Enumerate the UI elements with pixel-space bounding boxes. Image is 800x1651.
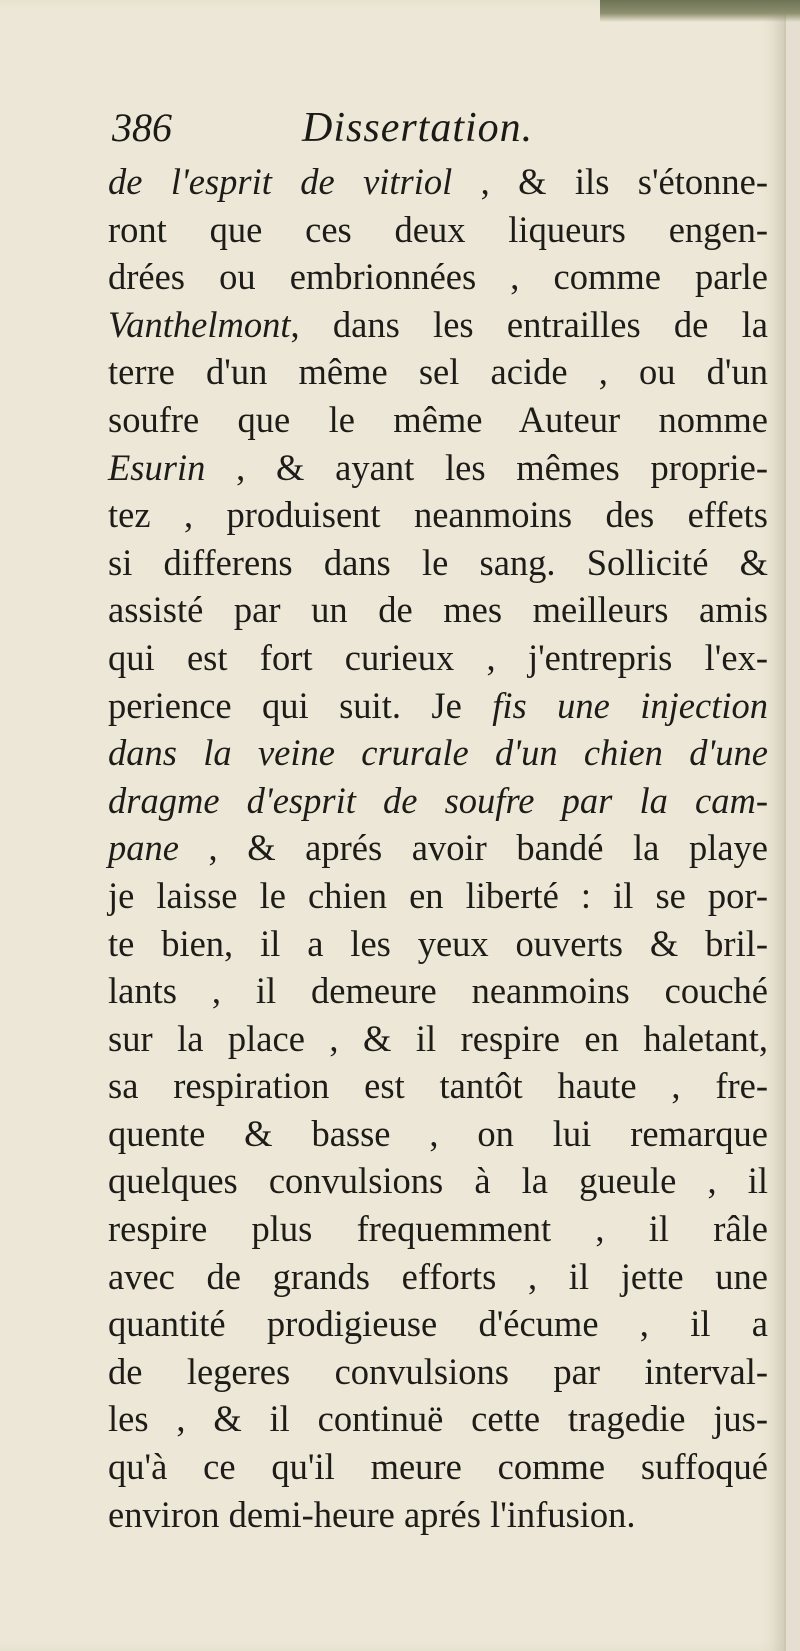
text-line xyxy=(108,1015,768,1063)
text-line xyxy=(108,1205,768,1253)
text-line xyxy=(108,872,768,920)
text-segment: dragme d'esprit de soufre par la cam- xyxy=(108,779,768,821)
text-line xyxy=(108,1443,768,1491)
text-line xyxy=(108,444,768,492)
text-line xyxy=(108,1253,768,1301)
text-line xyxy=(108,1300,768,1348)
text-line xyxy=(108,682,768,730)
text-segment: avec de grands efforts , il jette une xyxy=(108,1255,768,1297)
text-line xyxy=(108,586,768,634)
text-line xyxy=(108,824,768,872)
text-segment: quantité prodigieuse d'écume , il a xyxy=(108,1303,768,1345)
text-segment: si differens dans le sang. Sollicité & xyxy=(108,541,768,583)
text-line xyxy=(108,967,768,1015)
text-segment: terre d'un même sel acide , ou d'un xyxy=(108,351,768,393)
text-segment: te bien, il a les yeux ouverts & bril- xyxy=(108,922,768,964)
text-segment: qu'à ce qu'il meure comme suffoqué xyxy=(108,1446,768,1488)
text-line xyxy=(108,1491,768,1539)
text-line xyxy=(108,1348,768,1396)
page-header xyxy=(112,104,772,160)
running-head: Dissertation. xyxy=(302,105,534,151)
text-line xyxy=(108,920,768,968)
page-number: 386 xyxy=(112,105,172,150)
text-line xyxy=(108,491,768,539)
text-segment: soufre que le même Auteur nomme xyxy=(108,398,768,440)
text-segment: ront que ces deux liqueurs engen- xyxy=(108,208,768,250)
text-line xyxy=(108,1062,768,1110)
text-segment: pane xyxy=(108,827,179,869)
text-segment: , dans les entrailles de la xyxy=(290,303,768,345)
text-line xyxy=(108,1110,768,1158)
text-line xyxy=(108,348,768,396)
text-line xyxy=(108,158,768,206)
text-segment: , & aprés avoir bandé la playe xyxy=(178,827,768,869)
text-segment: quelques convulsions à la gueule , il xyxy=(108,1160,768,1202)
text-segment: Vanthelmont xyxy=(108,303,291,345)
text-segment: tez , produisent neanmoins des effets xyxy=(108,494,768,536)
text-line xyxy=(108,1395,768,1443)
text-line xyxy=(108,777,768,825)
text-segment: qui est fort curieux , j'entrepris l'ex- xyxy=(108,636,768,678)
text-line xyxy=(108,301,768,349)
text-segment: je laisse le chien en liberté : il se por- xyxy=(108,874,768,916)
text-segment: lants , il demeure neanmoins couché xyxy=(108,970,768,1012)
text-segment: dans la veine crurale d'un chien d'une xyxy=(108,732,768,774)
text-segment: perience qui suit. Je xyxy=(108,684,493,726)
text-segment: , & ayant les mêmes proprie- xyxy=(205,446,768,488)
text-segment: fis une injection xyxy=(492,684,768,726)
text-segment: respire plus frequemment , il râle xyxy=(108,1208,768,1250)
text-segment: quente & basse , on lui remarque xyxy=(108,1112,768,1154)
text-line xyxy=(108,396,768,444)
text-line xyxy=(108,253,768,301)
text-segment: Esurin xyxy=(108,446,206,488)
text-line xyxy=(108,1157,768,1205)
text-line xyxy=(108,634,768,682)
text-segment: sa respiration est tantôt haute , fre- xyxy=(108,1065,768,1107)
text-segment: sur la place , & il respire en haletant, xyxy=(108,1017,768,1059)
text-segment: environ demi-heure aprés l'infusion. xyxy=(108,1493,636,1535)
text-segment: , & ils s'étonne- xyxy=(452,161,768,202)
body-text xyxy=(108,158,768,1538)
text-segment: de l'esprit de vitriol xyxy=(108,161,453,202)
text-segment: de legeres convulsions par interval- xyxy=(108,1350,768,1392)
page-top-edge xyxy=(600,0,800,22)
text-segment: les , & il continuë cette tragedie jus- xyxy=(108,1398,768,1440)
text-line xyxy=(108,539,768,587)
text-segment: assisté par un de mes meilleurs amis xyxy=(108,589,768,631)
text-line xyxy=(108,206,768,254)
text-segment: drées ou embrionnées , comme parle xyxy=(108,256,768,298)
text-line xyxy=(108,729,768,777)
